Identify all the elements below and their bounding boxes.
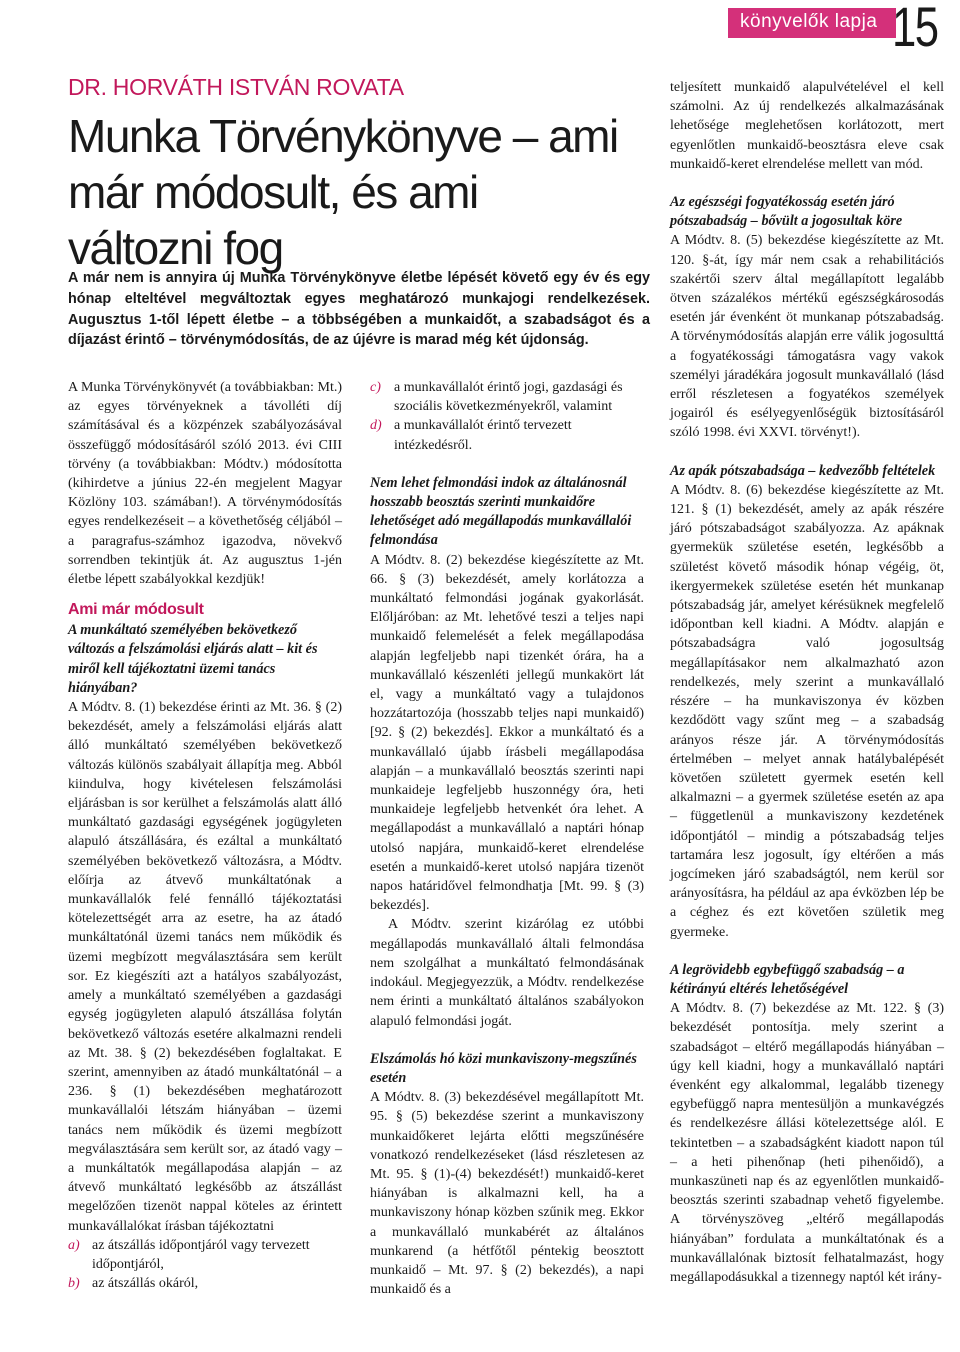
column-2 [370, 378, 644, 1299]
body-paragraph: A Módtv. 8. (2) bekezdése kiegészítette az Mt. 66. § (3) bekezdését, amely korlátozza a munkáltató felmondási jogának gyakorlását. Előljáróban: az Mt. lehetővé teszi a teljes napi munkaidő felemelését a felek megállapodása alapján legfeljebb napi tizenkét órára, ha a munkavállaló készenléti jellegű munkakört lát el, vagy a munkáltató vagy a tulajdonos hozzátartozója (hosszabb teljes napi munkaidő) [92. § (2) bekezdés]. Ekkor a munkáltató és a munkavállaló újabb írásbeli megállapodása alapján – a munkavállaló beosztás szerinti napi munkaideje legfeljebb huszonnégy óra, heti munkaideje legfeljebb hetvenkét óra lehet. A megállapodást a munkavállaló a naptári hónap utolsó napjára, munkaidő-keret elrendelése esetén a munkaidő-keret utolsó napjára tizenöt napos határidővel felmondhatja [Mt. 99. § (3) bekezdés]. [370, 552, 644, 914]
list-text: az átszállás időpontjáról vagy tervezett időpontjáról, [92, 1237, 310, 1272]
question-heading: A legrövidebb egybefüggő szabadság – a kétirányú eltérés lehetőségével [670, 961, 905, 997]
question-heading: A munkáltató személyében bekövetkező változás a felszámolási eljárás alatt – kit és miről kell tájékoztatni üzemi tanács hiányában? [68, 622, 318, 696]
list-item [370, 378, 644, 416]
list-marker: a) [68, 1237, 80, 1253]
intro-paragraph: A Munka Törvénykönyvét (a továbbiakban: Mt.) az egyes törvényeknek a távolléti díj számításával és a közpénzek szabályozásával összefüggő módosításáról szóló 2013. évi CIII törvény (a továbbiakban: Módtv.) módosította (kihirdetve a június 22-én megjelent Magyar Közlöny 103. számában!). A törvénymódosítás egyes rendelkezéseit – a követhetőség céljából – a paragrafus-számhoz igazodva, növekvő sorrendben tekintjük át. Az augusztus 1-jén életbe lépett szabályokkal kezdjük! [68, 380, 342, 588]
section-heading: Ami már módosult [68, 601, 204, 619]
body-paragraph: A Módtv. 8. (3) bekezdésével megállapított Mt. 95. § (5) bekezdése szerint a munkaviszony munkaidőkeret lejárta előtti megszűnésére vonatkozó rendelkezéseket (lásd részletesen az Mt. 95. § (1)-(4) bekezdését!) munkaidő-keret hiányában is alkalmazni kell, ha a munkaviszony hónap közben szűnik meg. Ekkor a munkavállaló munkabérét az általános munkarend (a hétfőtől péntekig beosztott munkaidő – Mt. 97. § (2) bekezdés), a napi munkaidő és a [370, 1090, 644, 1298]
list-text: a munkavállalót érintő tervezett intézkedésről. [394, 418, 572, 453]
list-marker: c) [370, 380, 381, 395]
list-marker: d) [370, 418, 382, 434]
body-paragraph: A Módtv. szerint kizárólag ez utóbbi megállapodás munkavállaló általi felmondása nem szolgálhat a munkáltató felmondásának indokául. Megjegyezzük, a Módtv. rendelkezése nem érinti a munkáltató általános szabályokon alapuló felmondási jogát. [370, 917, 644, 1029]
body-paragraph: A Módtv. 8. (7) bekezdése az Mt. 122. § (3) bekezdését pontosítja. mely szerint a szabadságot – eltérő megállapodás hiányában – úgy kell kiadni, hogy a munkavállaló naptári évenként egy alkalommal, legalább tizenegy egybefüggő napra mentesüljön a munkavégzés és rendelkezésre állási kötelezettsége alól. E tekintetben – a szabadságként kiadott napon túl – a heti pihenőnap (heti pihenőidő), a munkaszüneti nap és az egyenlőtlen munkaidő-beosztás szerinti szabadnap vehető figyelembe. A törvényszöveg „eltérő megállapodás hiányában” fordulata a munkáltatónak és a munkavállalónak biztosít felhatalmazást, hogy megállapodásukkal a tizennegy naptól két irány- [670, 1001, 944, 1285]
question-heading: Az apák pótszabadsága – kedvezőbb feltételek [670, 462, 936, 479]
column-1 [68, 378, 342, 1293]
page-header [0, 0, 960, 52]
list-text: az átszállás okáról, [92, 1276, 199, 1292]
body-paragraph: teljesített munkaidő alapulvételével el kell számolni. Az új rendelkezés alkalmazásának lehetősége meglehetősen korlátozott, mert egyenlőtlen munkaidő-beosztásra eleve csak munkaidő-keret elrendelése mellett van mód. [670, 80, 944, 172]
list-marker: b) [68, 1276, 80, 1292]
list-item [68, 1236, 342, 1274]
page-number: 15 [892, 0, 938, 52]
list-item [68, 1274, 342, 1293]
list-text: a munkavállalót érintő jogi, gazdasági és szociális következményekről, valamint [394, 380, 623, 415]
article-title: Munka Törvénykönyve – ami már módosult, és ami változni fog [68, 110, 618, 274]
list-item [370, 416, 644, 454]
body-paragraph: A Módtv. 8. (1) bekezdése érinti az Mt. 36. § (2) bekezdését, amely a felszámolási eljárás alatt álló munkáltató személyében bekövetkező változás különös szabályait állapítja meg. Abból kiindulva, hogy kivételesen felszámolási eljárásban is sor kerülhet a felszámolás alatt álló munkáltató gazdasági egységének jogügyleten alapuló átszállására, és ezáltal a munkáltató személyében bekövetkező változásra, a Módtv. előírja az átvevő munkáltatónak a munkavállalók felé fennálló tájékoztatási kötelezettségét arra az esetre, ha az átadó munkáltatónál üzemi tanács nem működik és üzemi megbízott megválasztására sem került sor. Ez kiegészíti azt a hatályos szabályozást, amely a munkáltató személyében a gazdasági egység jogügyleten alapuló átszállása folytán bekövetkező változás esetére alkalmazni rendeli az Mt. 38. § (2) bekezdésében foglaltakat. E szerint, amennyiben az átadó munkáltatónál – a 236. § (1) bekezdésében meghatározott munkavállalói létszám hiányában – üzemi tanács nem működik és üzemi megbízott megválasztására sem került sor, az átadó vagy – a munkáltatók megállapodása alapján – az átvevő munkáltató legkésőbb az átszállást megelőzően tizenöt nappal köteles az érintett munkavállalókat írásban tájékoztatni [68, 700, 342, 1234]
column-kicker: DR. HORVÁTH ISTVÁN ROVATA [68, 74, 404, 100]
body-paragraph: A Módtv. 8. (5) bekezdése kiegészítette az Mt. 120. §-át, így már nem csak a rehabilitációs szakértői szerv által megállapított legalább ötven százalékos mértékű egészségkárosodás esetén jár évenként öt munkanap pótszabadság. A törvénymódosítás alapján erre válik jogosulttá a fogyatékossági támogatásra vagy vakok személyi járadékára jogosult munkavállaló (lásd erről részletesen a fogyatékos személyek jogairól és esélyegyenlőségük biztosításáról szóló 1998. évi XXVI. törvényt!). [670, 233, 944, 441]
article-lead: A már nem is annyira új Munka Törvénykönyve életbe lépését követő egy év és egy hónap elteltével megváltoztak egyes meghatározó munkajogi rendelkezések. Augusztus 1-től lépett életbe – a többségében a munkaidőt, a szabadságot és a díjazást érintő – törvénymódosítás, de az újévre is marad még két újdonság. [68, 270, 650, 349]
question-heading: Az egészségi fogyatékosság esetén járó pótszabadság – bővült a jogosultak köre [670, 194, 903, 230]
question-heading: Nem lehet felmondási indok az általánosnál hosszabb beosztás szerinti munkaidőre lehetőséget adó megállapodás munkavállalói felmondása [370, 474, 632, 549]
magazine-name: könyvelők lapja [740, 11, 878, 32]
column-3 [670, 78, 944, 1287]
question-heading: Elszámolás hó közi munkaviszony-megszűnés esetén [370, 1050, 637, 1086]
body-paragraph: A Módtv. 8. (6) bekezdése kiegészítette az Mt. 121. § (1) bekezdését, amely az apák részére járó pótszabadságot szabályozza. Az apáknak gyermekük születése esetén, legkésőbb a születést követő második hónap végéig, öt, ikergyermekek születése esetén hét munkanap pótszabadság jár, amelyet kérésüknek megfelelő időpontban kell kiadni. A Módtv. alapján e pótszabadságra való jogosultság megállapításakor nem alkalmazható azon rendelkezés, mely szerint a munkavállaló részére – ha munkaviszonya év közben kezdődött vagy szűnt meg – a szabadság arányos része jár. A törvénymódosítás értelmében – melyet annak hatálybalépését követően született gyermek esetén kell alkalmazni – a gyermek születése esetén az apa – függetlenül a munkaviszony kezdetének időpontjától – mindig a pótszabadság teljes tartamára lesz jogosult, így eltérően a más jogcímeken járó szabadságtól, nem kerül sor arányosításra, ha például az apa évközben lép be a céghez és ezt követően születik meg gyermeke. [670, 482, 944, 940]
